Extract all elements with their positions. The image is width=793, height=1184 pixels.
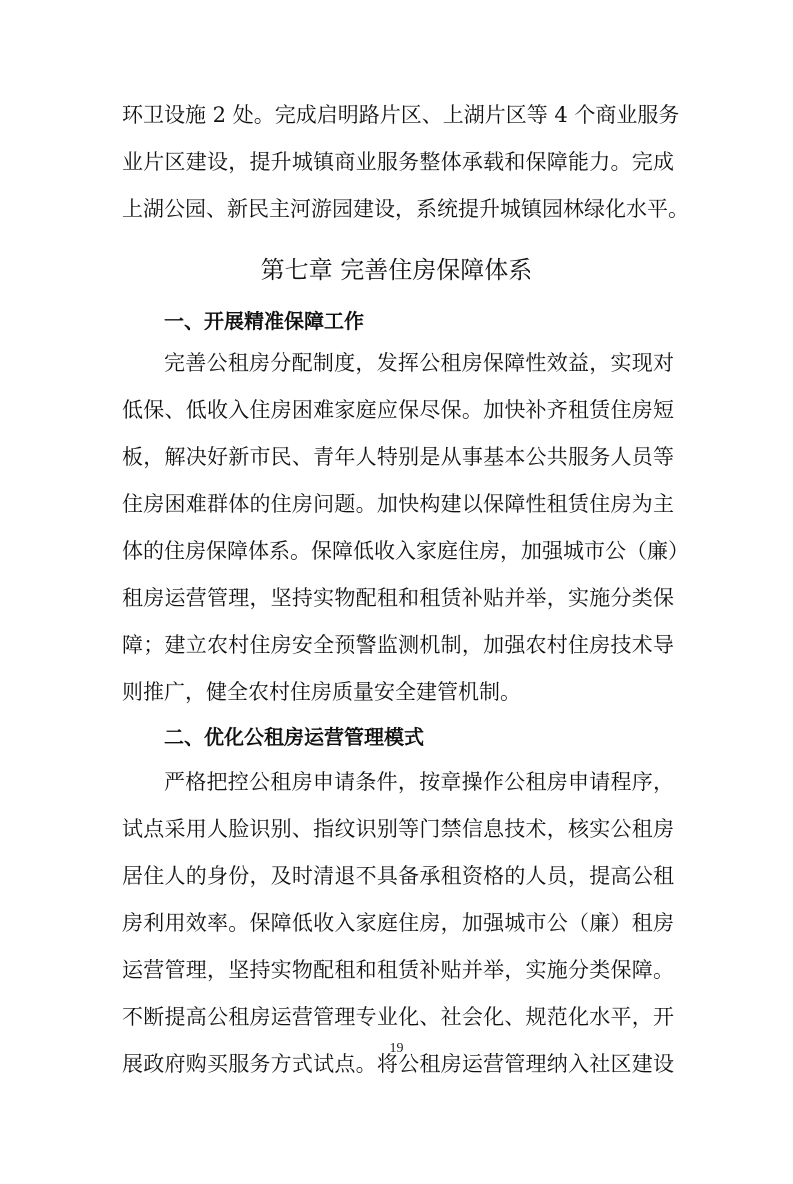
chapter-title: 第七章 完善住房保障体系 — [260, 256, 533, 284]
section-1-line-5: 体的住房保障体系。保障低收入家庭住房，加强城市公（廉） — [122, 539, 689, 563]
section-2-line-3: 居住人的身份，及时清退不具备承租资格的人员，提高公租 — [122, 864, 674, 888]
section-2-line-6: 不断提高公租房运营管理专业化、社会化、规范化水平，开 — [122, 1005, 674, 1029]
section-2-line-5: 运营管理，坚持实物配租和租赁补贴并举，实施分类保障。 — [122, 958, 674, 982]
intro-line-3: 上湖公园、新民主河游园建设，系统提升城镇园林绿化水平。 — [122, 197, 689, 221]
section-2-line-2: 试点采用人脸识别、指纹识别等门禁信息技术，核实公租房 — [122, 817, 674, 841]
intro-line-1: 环卫设施 2 处。完成启明路片区、上湖片区等 4 个商业服务 — [122, 103, 680, 127]
section-2-line-4: 房利用效率。保障低收入家庭住房，加强城市公（廉）租房 — [122, 911, 674, 935]
intro-line-2: 业片区建设，提升城镇商业服务整体承载和保障能力。完成 — [122, 150, 674, 174]
section-1-line-3: 板，解决好新市民、青年人特别是从事基本公共服务人员等 — [122, 445, 674, 469]
section-2-line-7: 展政府购买服务方式试点。将公租房运营管理纳入社区建设 — [122, 1052, 674, 1076]
section-1-line-8: 则推广，健全农村住房质量安全建管机制。 — [122, 680, 521, 704]
document-page — [0, 62, 793, 1184]
section-1-line-2: 低保、低收入住房困难家庭应保尽保。加快补齐租赁住房短 — [122, 398, 674, 422]
section-1-line-6: 租房运营管理，坚持实物配租和租赁补贴并举，实施分类保 — [122, 586, 674, 610]
section-1-heading: 一、开展精准保障工作 — [164, 309, 364, 333]
section-1-line-7: 障；建立农村住房安全预警监测机制，加强农村住房技术导 — [122, 633, 674, 657]
section-2-line-1: 严格把控公租房申请条件，按章操作公租房申请程序， — [164, 770, 674, 794]
section-1-line-4: 住房困难群体的住房问题。加快构建以保障性租赁住房为主 — [122, 492, 674, 516]
section-2-heading: 二、优化公租房运营管理模式 — [164, 725, 424, 749]
section-1-line-1: 完善公租房分配制度，发挥公租房保障性效益，实现对 — [164, 351, 674, 375]
page-number: 19 — [389, 1041, 404, 1056]
